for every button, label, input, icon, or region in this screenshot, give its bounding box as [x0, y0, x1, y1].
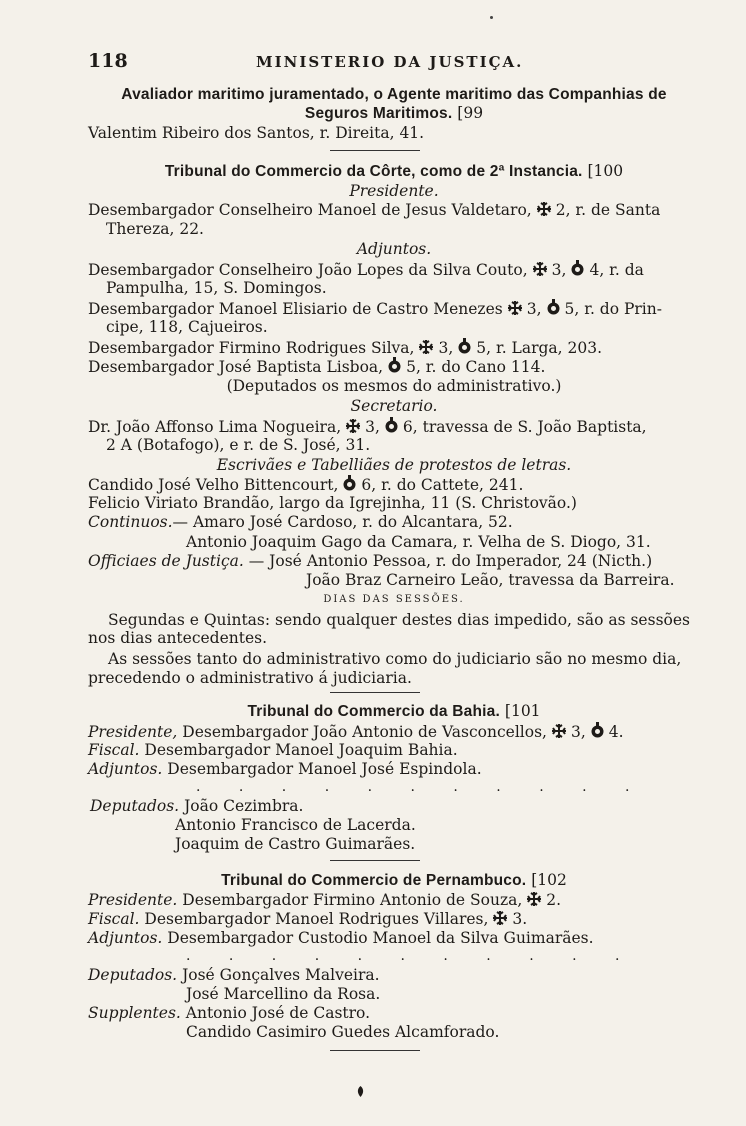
bahia-presidente-grade: 3,	[570, 723, 586, 741]
cross-icon	[535, 201, 553, 217]
rose-medal-icon	[456, 338, 473, 355]
corte-dias-p1-line2: nos dias antecedentes.	[88, 629, 268, 647]
pernambuco-supplente-name: Antonio José de Castro.	[185, 1004, 371, 1022]
rose-medal-icon	[386, 357, 403, 374]
bahia-presidente-medal-grade: 4.	[608, 723, 624, 741]
pernambuco-deputado-name: José Gonçalves Malveira.	[182, 966, 380, 984]
pernambuco-adjuntos	[88, 929, 746, 948]
bahia-deputados-label: Deputados.	[90, 797, 180, 815]
cross-icon	[550, 723, 568, 739]
pernambuco-supplente2: Candido Casimiro Guedes Alcamforado.	[186, 1023, 500, 1041]
bahia-adjuntos	[88, 760, 746, 779]
corte-adjunto2-line1	[88, 299, 746, 319]
corte-dias-label: DIAS DAS SESSÕES.	[323, 594, 465, 605]
bahia-fiscal-label: Fiscal.	[88, 741, 140, 759]
avaliador-entry: Valentim Ribeiro dos Santos, r. Direita, 41.	[88, 124, 425, 142]
pernambuco-title-text: Tribunal do Commercio de Pernambuco.	[221, 872, 527, 889]
avaliador-title-text: Seguros Maritimos.	[304, 105, 453, 122]
pernambuco-supplentes-label: Supplentes.	[88, 1004, 181, 1022]
corte-ref: [100	[587, 162, 624, 180]
adjunto2-name: Desembargador Manoel Elisiario de Castro Menezes	[88, 300, 503, 318]
rose-medal-icon	[569, 260, 586, 277]
divider-rule	[330, 1050, 420, 1051]
adjunto3-addr: 5, r. Larga, 203.	[476, 339, 603, 357]
pernambuco-ref: [102	[531, 871, 567, 889]
avaliador-ref: [99	[457, 104, 484, 122]
pernambuco-fiscal-grade: 3.	[512, 910, 528, 928]
pernambuco-deputados-label: Deputados.	[88, 966, 178, 984]
cross-icon	[417, 339, 435, 355]
secretario-grade: 3,	[365, 418, 380, 436]
corte-official1: Antonio Joaquim Gago da Camara, r. Velha de S. Diogo, 31.	[186, 533, 651, 551]
page-number: 118	[88, 50, 128, 72]
adjunto1-addr: 4, r. da	[589, 261, 644, 279]
corte-presidente-addr: 2, r. de Santa	[555, 201, 661, 219]
corte-secretario-line1	[88, 417, 746, 437]
rose-medal-icon	[545, 299, 562, 316]
page-header	[88, 50, 700, 74]
bahia-presidente-label: Presidente,	[88, 723, 178, 741]
bahia-ref: [101	[504, 702, 541, 720]
rose-medal-icon	[383, 417, 400, 434]
cross-icon	[344, 418, 362, 434]
corte-continuos	[88, 513, 746, 532]
pernambuco-deputado1	[88, 966, 746, 985]
bahia-title	[88, 702, 700, 721]
pernambuco-deputado2: José Marcellino da Rosa.	[186, 985, 381, 1003]
bahia-deputado-name: João Cezimbra.	[184, 797, 304, 815]
corte-adjunto3	[88, 338, 746, 358]
ellipsis-row: . . . . . . . . . . .	[196, 779, 647, 795]
corte-adjunto4	[88, 357, 746, 377]
adjunto2-grade: 3,	[526, 300, 542, 318]
pernambuco-fiscal	[88, 910, 746, 929]
bahia-fiscal	[88, 741, 746, 760]
pernambuco-presidente-grade: 2.	[546, 891, 562, 909]
corte-escrivaes-label: Escrivães e Tabelliães de protestos de letras.	[216, 456, 572, 474]
secretario-addr: 6, travessa de S. João Baptista,	[402, 418, 647, 436]
corte-presidente-name: Desembargador Conselheiro Manoel de Jesus Valdetaro,	[88, 201, 532, 219]
bahia-presidente	[88, 722, 746, 742]
cross-icon	[531, 261, 549, 277]
avaliador-title-line1: Avaliador maritimo juramentado, o Agente maritimo das Companhias de	[121, 86, 667, 103]
corte-deputados-note: (Deputados os mesmos do administrativo.)	[226, 377, 562, 395]
corte-adjunto1-line2: Pampulha, 15, S. Domingos.	[106, 279, 327, 297]
adjunto4-name: Desembargador José Baptista Lisboa,	[88, 358, 384, 376]
pernambuco-supplente1	[88, 1004, 746, 1023]
officiaes-label: Officiaes de Justiça.	[88, 552, 244, 570]
cross-icon	[525, 891, 543, 907]
secretario-name: Dr. João Affonso Lima Nogueira,	[88, 418, 342, 436]
corte-presidente-line1	[88, 201, 746, 220]
bahia-fiscal-text: Desembargador Manoel Joaquim Bahia.	[144, 741, 458, 759]
officiaes-text: — José Antonio Pessoa, r. do Imperador, 24 (Nicth.)	[248, 552, 653, 570]
pernambuco-presidente	[88, 891, 746, 910]
pernambuco-title	[88, 871, 700, 890]
escrivao1-name: Candido José Velho Bittencourt,	[88, 476, 339, 494]
adjunto4-addr: 5, r. do Cano 114.	[406, 358, 546, 376]
bahia-deputado2: Antonio Francisco de Lacerda.	[175, 816, 416, 834]
continuos-text: — Amaro José Cardoso, r. do Alcantara, 52.	[172, 513, 513, 531]
avaliador-title-line2	[88, 104, 700, 123]
rose-medal-icon	[589, 722, 606, 739]
adjunto2-addr: 5, r. do Prin-	[564, 300, 662, 318]
fleuron-icon	[356, 1082, 365, 1093]
ellipsis-row: . . . . . . . . . . .	[186, 948, 637, 964]
corte-presidente-label: Presidente.	[349, 182, 439, 200]
cross-icon	[491, 910, 509, 926]
pernambuco-adjuntos-label: Adjuntos.	[88, 929, 163, 947]
continuos-label: Continuos.	[88, 513, 173, 531]
corte-dias-p2-line1: As sessões tanto do administrativo como do judiciario são no mesmo dia,	[108, 650, 682, 668]
corte-secretario-line2: 2 A (Botafogo), e r. de S. José, 31.	[106, 436, 371, 454]
bahia-presidente-name: Desembargador João Antonio de Vasconcellos,	[182, 723, 547, 741]
corte-adjuntos-label: Adjuntos.	[356, 240, 432, 258]
running-title: MINISTERIO DA JUSTIÇA.	[256, 53, 524, 71]
corte-dias-p2-line2: precedendo o administrativo á judiciaria.	[88, 669, 412, 687]
bahia-adjuntos-label: Adjuntos.	[88, 760, 163, 778]
bahia-title-text: Tribunal do Commercio da Bahia.	[247, 703, 500, 720]
corte-title-text: Tribunal do Commercio da Côrte, como de 2ª Instancia.	[164, 163, 583, 180]
adjunto3-grade: 3,	[438, 339, 454, 357]
corte-secretario-label: Secretario.	[350, 397, 438, 415]
divider-rule	[330, 860, 420, 861]
bahia-deputado3: Joaquim de Castro Guimarães.	[175, 835, 416, 853]
pernambuco-presidente-name: Desembargador Firmino Antonio de Souza,	[182, 891, 523, 909]
corte-dias-p1-line1: Segundas e Quintas: sendo qualquer destes dias impedido, são as sessões	[108, 611, 690, 629]
corte-escrivao1	[88, 475, 746, 495]
divider-rule	[330, 150, 420, 151]
corte-escrivao2: Felicio Viriato Brandão, largo da Igrejinha, 11 (S. Christovão.)	[88, 494, 577, 512]
bahia-deputado1	[90, 797, 746, 816]
pernambuco-adjuntos-text: Desembargador Custodio Manoel da Silva Guimarães.	[167, 929, 594, 947]
rose-medal-icon	[341, 475, 358, 492]
speck-mark	[490, 16, 493, 19]
corte-adjunto2-line2: cipe, 118, Cajueiros.	[106, 318, 268, 336]
bahia-adjuntos-text: Desembargador Manoel José Espindola.	[167, 760, 482, 778]
corte-presidente-line2: Thereza, 22.	[106, 220, 204, 238]
corte-adjunto1-line1	[88, 260, 746, 280]
adjunto1-name: Desembargador Conselheiro João Lopes da Silva Couto,	[88, 261, 528, 279]
pernambuco-fiscal-label: Fiscal.	[88, 910, 140, 928]
corte-title	[88, 162, 700, 181]
pernambuco-presidente-label: Presidente.	[88, 891, 178, 909]
adjunto3-name: Desembargador Firmino Rodrigues Silva,	[88, 339, 415, 357]
pernambuco-fiscal-name: Desembargador Manoel Rodrigues Villares,	[144, 910, 489, 928]
corte-official3: João Braz Carneiro Leão, travessa da Barreira.	[306, 571, 675, 589]
adjunto1-grade: 3,	[551, 261, 567, 279]
cross-icon	[506, 300, 524, 316]
escrivao1-addr: 6, r. do Cattete, 241.	[361, 476, 524, 494]
corte-officiaes	[88, 552, 746, 571]
divider-rule	[330, 692, 420, 693]
